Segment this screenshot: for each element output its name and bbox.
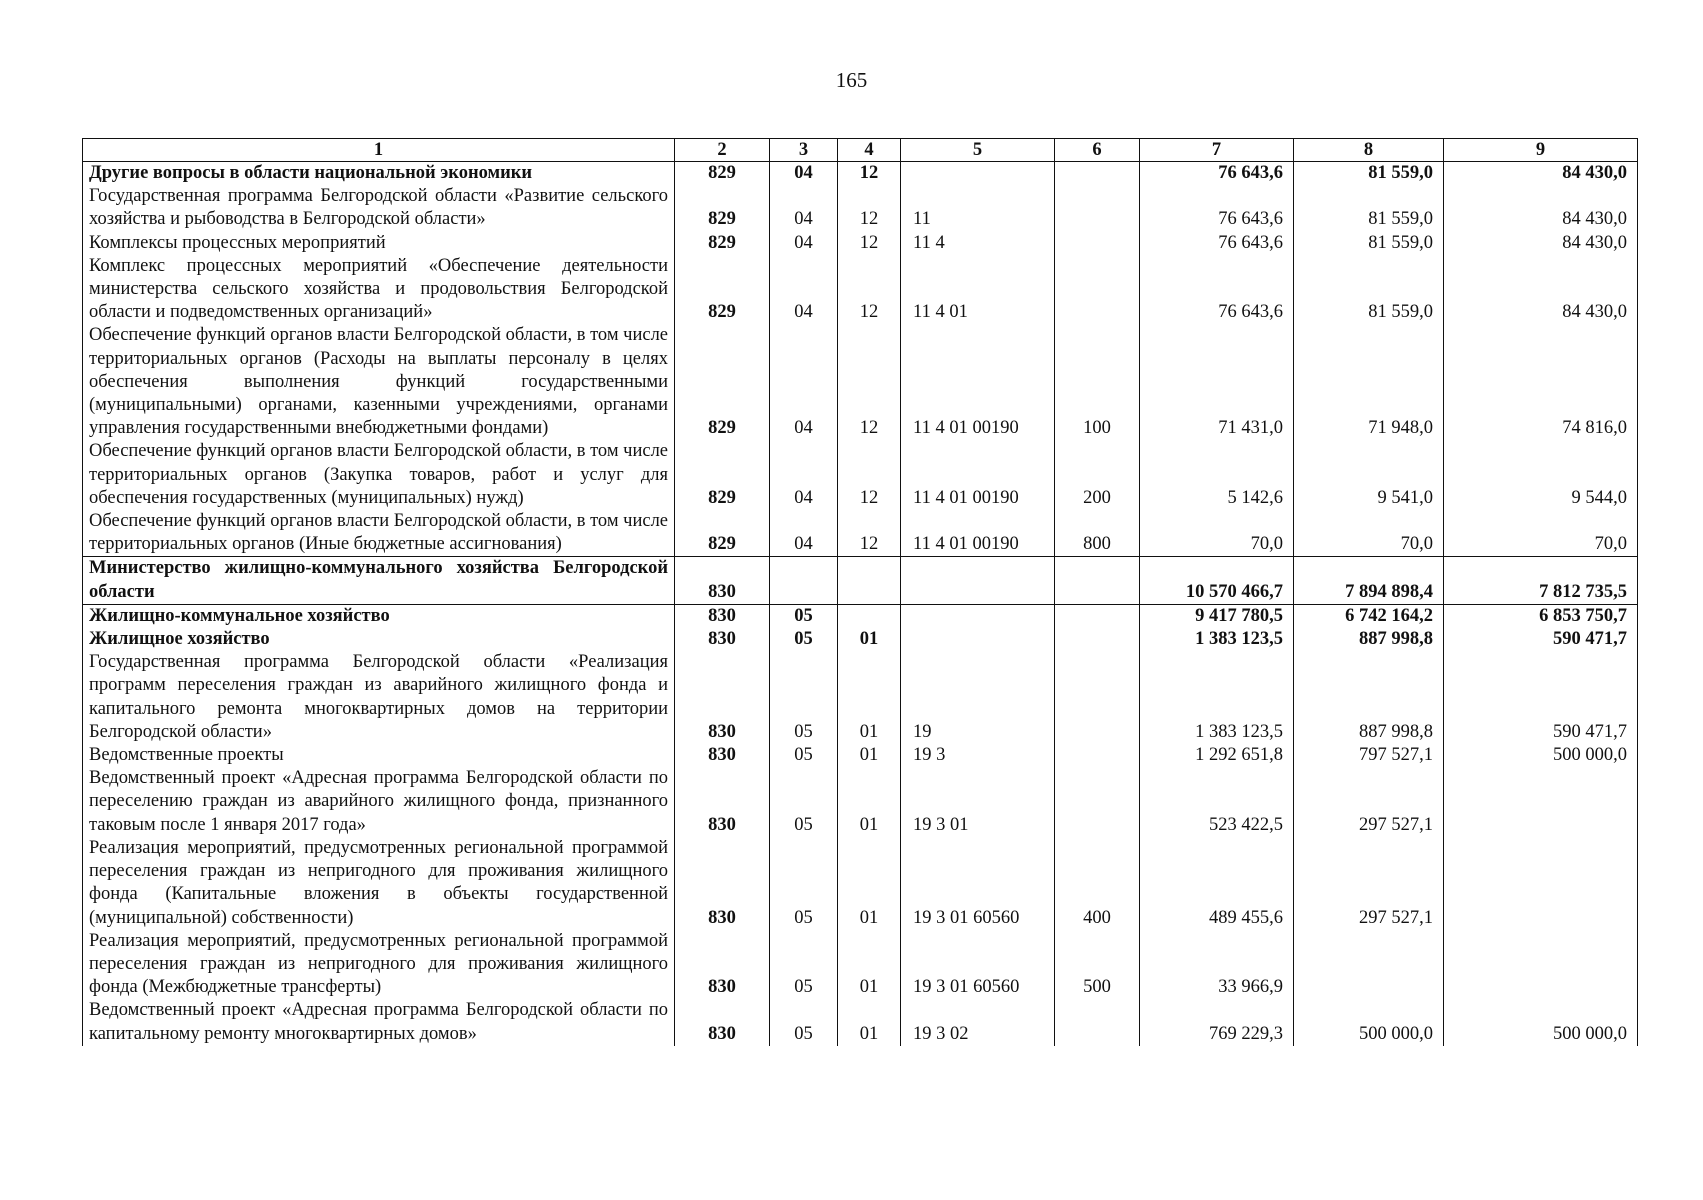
amount-cell-7: 76 643,6 — [1140, 162, 1294, 186]
target-article-cell: 19 3 — [901, 744, 1055, 767]
code-cell: 830 — [675, 930, 770, 1000]
table-row — [83, 767, 1638, 837]
expense-type-cell: 200 — [1055, 440, 1140, 510]
section-cell — [770, 557, 838, 604]
expense-type-cell — [1055, 557, 1140, 604]
table-row — [83, 628, 1638, 651]
amount-cell-8: 500 000,0 — [1294, 999, 1444, 1045]
amount-cell-9 — [1444, 837, 1638, 930]
subsection-cell: 12 — [838, 324, 901, 440]
subsection-cell: 12 — [838, 185, 901, 231]
code-cell: 829 — [675, 185, 770, 231]
table-row — [83, 837, 1638, 930]
amount-cell-9: 84 430,0 — [1444, 232, 1638, 255]
subsection-cell: 01 — [838, 651, 901, 744]
expense-type-cell — [1055, 162, 1140, 186]
code-cell: 829 — [675, 324, 770, 440]
code-cell: 829 — [675, 440, 770, 510]
amount-cell-7: 9 417 780,5 — [1140, 604, 1294, 628]
row-name-cell: Другие вопросы в области национальной экономики — [83, 162, 675, 186]
amount-cell-7: 523 422,5 — [1140, 767, 1294, 837]
column-header: 2 — [675, 139, 770, 162]
section-cell: 04 — [770, 510, 838, 557]
table-row — [83, 604, 1638, 628]
expense-type-cell: 400 — [1055, 837, 1140, 930]
amount-cell-9: 84 430,0 — [1444, 255, 1638, 325]
section-cell: 04 — [770, 324, 838, 440]
amount-cell-7: 1 383 123,5 — [1140, 651, 1294, 744]
amount-cell-7: 76 643,6 — [1140, 185, 1294, 231]
code-cell: 829 — [675, 255, 770, 325]
code-cell: 830 — [675, 557, 770, 604]
expense-type-cell — [1055, 232, 1140, 255]
amount-cell-7: 70,0 — [1140, 510, 1294, 557]
column-header: 5 — [901, 139, 1055, 162]
section-cell: 05 — [770, 744, 838, 767]
expense-type-cell — [1055, 651, 1140, 744]
target-article-cell: 19 3 01 60560 — [901, 930, 1055, 1000]
section-cell: 05 — [770, 604, 838, 628]
expense-type-cell: 100 — [1055, 324, 1140, 440]
code-cell: 829 — [675, 232, 770, 255]
code-cell: 830 — [675, 744, 770, 767]
code-cell: 830 — [675, 767, 770, 837]
code-cell: 829 — [675, 162, 770, 186]
row-name-cell: Обеспечение функций органов власти Белгородской области, в том числе территориальных органов (Расходы на выплаты персоналу в целях обеспечения выполнения функций государственными (муниципальными) органами, казенными учреждениями, органами управления государственными внебюджетными фондами) — [83, 324, 675, 440]
subsection-cell: 12 — [838, 232, 901, 255]
section-cell: 04 — [770, 185, 838, 231]
table-row — [83, 255, 1638, 325]
code-cell: 830 — [675, 604, 770, 628]
column-header: 7 — [1140, 139, 1294, 162]
amount-cell-8: 6 742 164,2 — [1294, 604, 1444, 628]
table-row — [83, 162, 1638, 186]
target-article-cell: 19 3 01 60560 — [901, 837, 1055, 930]
section-cell: 05 — [770, 651, 838, 744]
target-article-cell — [901, 557, 1055, 604]
amount-cell-9: 500 000,0 — [1444, 999, 1638, 1045]
row-name-cell: Министерство жилищно-коммунального хозяйства Белгородской области — [83, 557, 675, 604]
row-name-cell: Обеспечение функций органов власти Белгородской области, в том числе территориальных органов (Закупка товаров, работ и услуг для обеспечения государственных (муниципальных) нужд) — [83, 440, 675, 510]
amount-cell-8: 297 527,1 — [1294, 767, 1444, 837]
table-row — [83, 510, 1638, 557]
target-article-cell — [901, 604, 1055, 628]
row-name-cell: Ведомственный проект «Адресная программа Белгородской области по капитальному ремонту многоквартирных домов» — [83, 999, 675, 1045]
row-name-cell: Обеспечение функций органов власти Белгородской области, в том числе территориальных органов (Иные бюджетные ассигнования) — [83, 510, 675, 557]
amount-cell-9: 9 544,0 — [1444, 440, 1638, 510]
amount-cell-9: 84 430,0 — [1444, 162, 1638, 186]
amount-cell-9: 74 816,0 — [1444, 324, 1638, 440]
subsection-cell: 01 — [838, 999, 901, 1045]
amount-cell-7: 76 643,6 — [1140, 232, 1294, 255]
code-cell: 830 — [675, 999, 770, 1045]
amount-cell-9: 6 853 750,7 — [1444, 604, 1638, 628]
row-name-cell: Реализация мероприятий, предусмотренных региональной программой переселения граждан из непригодного для проживания жилищного фонда (Капитальные вложения в объекты государственной (муниципальной) собственности) — [83, 837, 675, 930]
subsection-cell — [838, 604, 901, 628]
expense-type-cell — [1055, 767, 1140, 837]
budget-table — [82, 138, 1638, 1046]
page-number: 165 — [835, 68, 868, 92]
table-row — [83, 651, 1638, 744]
code-cell: 829 — [675, 510, 770, 557]
section-cell: 05 — [770, 930, 838, 1000]
amount-cell-8: 81 559,0 — [1294, 162, 1444, 186]
amount-cell-8: 81 559,0 — [1294, 185, 1444, 231]
amount-cell-9 — [1444, 930, 1638, 1000]
code-cell: 830 — [675, 651, 770, 744]
target-article-cell: 11 4 01 00190 — [901, 324, 1055, 440]
table-body — [83, 162, 1638, 1046]
amount-cell-7: 1 383 123,5 — [1140, 628, 1294, 651]
subsection-cell: 01 — [838, 767, 901, 837]
column-header: 8 — [1294, 139, 1444, 162]
amount-cell-9: 590 471,7 — [1444, 651, 1638, 744]
section-cell: 05 — [770, 999, 838, 1045]
code-cell: 830 — [675, 628, 770, 651]
row-name-cell: Жилищное хозяйство — [83, 628, 675, 651]
amount-cell-8: 81 559,0 — [1294, 232, 1444, 255]
section-cell: 04 — [770, 255, 838, 325]
row-name-cell: Реализация мероприятий, предусмотренных региональной программой переселения граждан из непригодного для проживания жилищного фонда (Межбюджетные трансферты) — [83, 930, 675, 1000]
section-cell: 05 — [770, 628, 838, 651]
section-cell: 04 — [770, 232, 838, 255]
row-name-cell: Государственная программа Белгородской области «Развитие сельского хозяйства и рыбоводства в Белгородской области» — [83, 185, 675, 231]
amount-cell-8: 297 527,1 — [1294, 837, 1444, 930]
section-cell: 04 — [770, 440, 838, 510]
table-row — [83, 744, 1638, 767]
section-cell: 05 — [770, 837, 838, 930]
row-name-cell: Ведомственные проекты — [83, 744, 675, 767]
amount-cell-9: 84 430,0 — [1444, 185, 1638, 231]
column-header: 4 — [838, 139, 901, 162]
target-article-cell — [901, 162, 1055, 186]
expense-type-cell: 500 — [1055, 930, 1140, 1000]
table-header — [83, 139, 1638, 162]
column-header: 9 — [1444, 139, 1638, 162]
amount-cell-9: 70,0 — [1444, 510, 1638, 557]
expense-type-cell — [1055, 255, 1140, 325]
section-cell: 04 — [770, 162, 838, 186]
subsection-cell: 01 — [838, 930, 901, 1000]
amount-cell-9 — [1444, 767, 1638, 837]
amount-cell-7: 769 229,3 — [1140, 999, 1294, 1045]
table-row — [83, 185, 1638, 231]
column-header: 6 — [1055, 139, 1140, 162]
table-row — [83, 232, 1638, 255]
target-article-cell: 11 4 — [901, 232, 1055, 255]
section-cell: 05 — [770, 767, 838, 837]
amount-cell-9: 500 000,0 — [1444, 744, 1638, 767]
table-row — [83, 999, 1638, 1045]
amount-cell-8: 7 894 898,4 — [1294, 557, 1444, 604]
row-name-cell: Жилищно-коммунальное хозяйство — [83, 604, 675, 628]
amount-cell-7: 1 292 651,8 — [1140, 744, 1294, 767]
amount-cell-8: 887 998,8 — [1294, 628, 1444, 651]
row-name-cell: Государственная программа Белгородской области «Реализация программ переселения граждан из аварийного жилищного фонда и капитального ремонта многоквартирных домов на территории Белгородской области» — [83, 651, 675, 744]
expense-type-cell — [1055, 744, 1140, 767]
subsection-cell — [838, 557, 901, 604]
amount-cell-8 — [1294, 930, 1444, 1000]
table-row — [83, 930, 1638, 1000]
amount-cell-8: 797 527,1 — [1294, 744, 1444, 767]
column-header: 3 — [770, 139, 838, 162]
subsection-cell: 01 — [838, 744, 901, 767]
expense-type-cell — [1055, 604, 1140, 628]
table-row — [83, 324, 1638, 440]
table-row — [83, 557, 1638, 604]
subsection-cell: 12 — [838, 255, 901, 325]
subsection-cell: 01 — [838, 628, 901, 651]
subsection-cell: 01 — [838, 837, 901, 930]
amount-cell-9: 590 471,7 — [1444, 628, 1638, 651]
amount-cell-8: 71 948,0 — [1294, 324, 1444, 440]
target-article-cell — [901, 628, 1055, 651]
amount-cell-8: 887 998,8 — [1294, 651, 1444, 744]
amount-cell-9: 7 812 735,5 — [1444, 557, 1638, 604]
amount-cell-7: 71 431,0 — [1140, 324, 1294, 440]
code-cell: 830 — [675, 837, 770, 930]
table-row — [83, 440, 1638, 510]
amount-cell-8: 70,0 — [1294, 510, 1444, 557]
row-name-cell: Комплексы процессных мероприятий — [83, 232, 675, 255]
target-article-cell: 11 4 01 — [901, 255, 1055, 325]
amount-cell-7: 76 643,6 — [1140, 255, 1294, 325]
target-article-cell: 19 3 01 — [901, 767, 1055, 837]
row-name-cell: Комплекс процессных мероприятий «Обеспечение деятельности министерства сельского хозяйства и продовольствия Белгородской области и подведомственных организаций» — [83, 255, 675, 325]
column-header: 1 — [83, 139, 675, 162]
row-name-cell: Ведомственный проект «Адресная программа Белгородской области по переселению граждан из аварийного жилищного фонда, признанного таковым после 1 января 2017 года» — [83, 767, 675, 837]
amount-cell-8: 81 559,0 — [1294, 255, 1444, 325]
expense-type-cell — [1055, 185, 1140, 231]
target-article-cell: 19 — [901, 651, 1055, 744]
amount-cell-7: 33 966,9 — [1140, 930, 1294, 1000]
target-article-cell: 11 4 01 00190 — [901, 510, 1055, 557]
amount-cell-7: 489 455,6 — [1140, 837, 1294, 930]
amount-cell-7: 10 570 466,7 — [1140, 557, 1294, 604]
expense-type-cell — [1055, 628, 1140, 651]
subsection-cell: 12 — [838, 510, 901, 557]
subsection-cell: 12 — [838, 440, 901, 510]
subsection-cell: 12 — [838, 162, 901, 186]
expense-type-cell: 800 — [1055, 510, 1140, 557]
target-article-cell: 19 3 02 — [901, 999, 1055, 1045]
target-article-cell: 11 4 01 00190 — [901, 440, 1055, 510]
target-article-cell: 11 — [901, 185, 1055, 231]
amount-cell-7: 5 142,6 — [1140, 440, 1294, 510]
expense-type-cell — [1055, 999, 1140, 1045]
amount-cell-8: 9 541,0 — [1294, 440, 1444, 510]
